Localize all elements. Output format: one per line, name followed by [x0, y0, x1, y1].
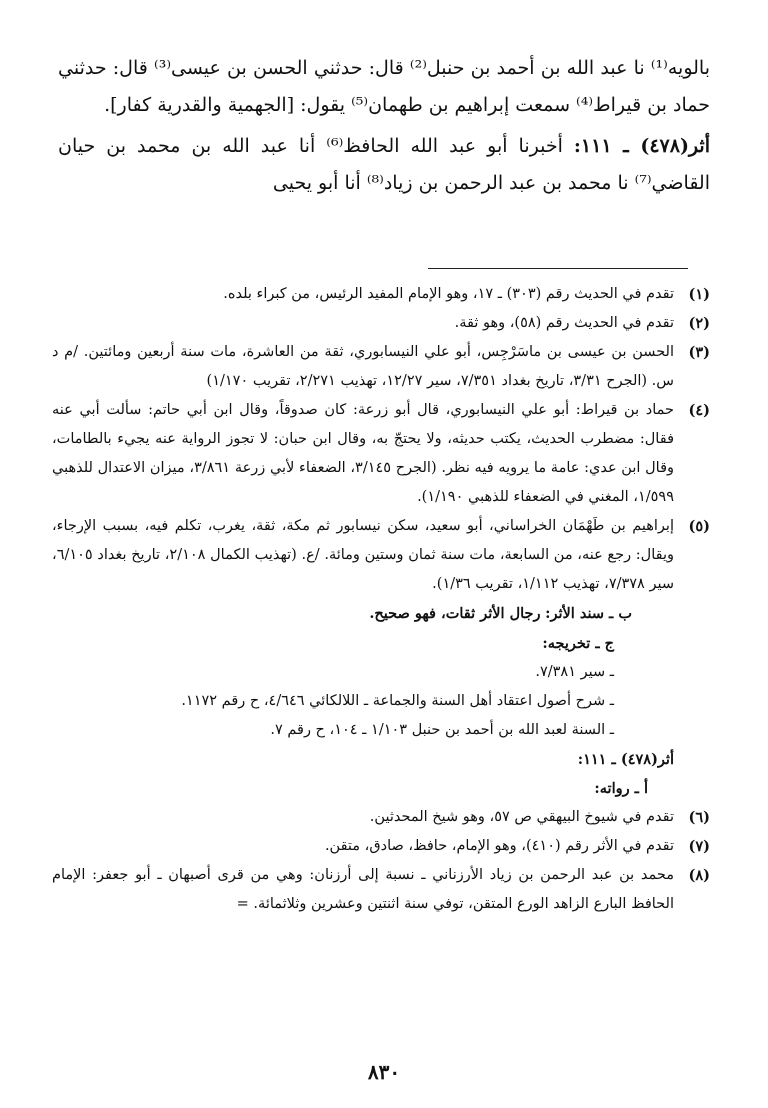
footnote-number: (١) — [688, 286, 710, 303]
footnote-7 — [52, 832, 710, 861]
main-paragraph-2 — [58, 128, 710, 202]
takhrij-label: ج ـ تخريجه: — [542, 635, 614, 652]
footnote-text: حماد بن قيراط: أبو علي النيسابوري، قال أبو زرعة: كان صدوقاً، وقال ابن أبي حاتم: سألت أبي عنه فقال: مضطرب الحديث، يكتب حديثه، ولا يحتجّ به، وقال ابن حبان: لا تجوز الرواية عنه يجيء بالطامات، وقال ابن عدي: عامة ما يرويه فيه نظر. (الجرح ٣/١٤٥، الضعفاء لأبي زرعة ٣/٨٦١، ميزان الاعتدال للذهبي ١/٥٩٩، المغني في الضعفاء للذهبي ١/١٩٠). — [52, 402, 675, 505]
footnote-text: إبراهيم بن طَهْمَان الخراساني، أبو سعيد، سكن نيسابور ثم مكة، ثقة، يغرب، تكلم فيه، بسبب الإرجاء، ويقال: رجع عنه، من السابعة، مات سنة ثمان وستين ومائة. /ع. (تهذيب الكمال ٢/١٠٨، تاريخ بغداد ٦/١٠٥، سير ٧/٣٧٨، تهذيب ١/١١٢، تقريب ١/٣٦). — [52, 518, 674, 592]
takhrij-item-3: ـ السنة لعبد الله بن أحمد بن حنبل ١/١٠٣ ـ ١٠٤، ح رقم ٧. — [270, 722, 614, 738]
footnote-8 — [52, 861, 710, 919]
athar-heading: أثر(٤٧٨) ـ ١١١: — [577, 751, 674, 768]
footnote-number: (٤) — [688, 402, 710, 419]
sanad-text: رجال الأثر ثقات، فهو صحيح. — [369, 605, 541, 622]
footnote-2 — [52, 309, 710, 338]
athar-label: أثر(٤٧٨) ـ ١١١: — [573, 135, 710, 157]
footnote-text: تقدم في الحديث رقم (٣٠٣) ـ ١٧، وهو الإمام المفيد الرئيس، من كبراء بلده. — [223, 286, 674, 302]
footnote-text: محمد بن عبد الرحمن بن زياد الأرزناني ـ نسبة إلى أرزنان: وهي من قرى أصبهان ـ أبو جعفر: الإمام الحافظ البارع الزاهد الورع المتقن، توفي سنة اثنتين وعشرين وثلاثمائة. = — [52, 867, 674, 912]
footnotes — [52, 280, 710, 919]
footnote-text: تقدم في الأثر رقم (٤١٠)، وهو الإمام، حافظ، صادق، متقن. — [324, 838, 674, 854]
footnote-number: (٣) — [688, 344, 710, 361]
ruwat-label: أ ـ رواته: — [594, 780, 648, 797]
sanad-label: ب ـ سند الأثر: — [545, 605, 632, 622]
takhrij-item-2: ـ شرح أصول اعتقاد أهل السنة والجماعة ـ اللالكائي ٤/٦٤٦، ح رقم ١١٧٢. — [181, 693, 614, 709]
main-paragraph-1: بالويه⁽¹⁾ نا عبد الله بن أحمد بن حنبل⁽²⁾ قال: حدثني الحسن بن عيسى⁽³⁾ قال: حدثني حماد بن قيراط⁽⁴⁾ سمعت إبراهيم بن طهمان⁽⁵⁾ يقول: [الجهمية والقدرية كفار]. — [58, 57, 710, 116]
main-text — [58, 50, 710, 202]
footnote-number: (٨) — [688, 867, 710, 884]
athar-text: أخبرنا أبو عبد الله الحافظ⁽⁶⁾ أنا عبد الله بن محمد بن حيان القاضي⁽⁷⁾ نا محمد بن عبد الرحمن بن زياد⁽⁸⁾ أنا أبو يحيى — [58, 135, 710, 194]
sanad-line — [52, 599, 710, 629]
footnote-4 — [52, 396, 710, 512]
footnote-number: (٧) — [688, 838, 710, 855]
takhrij-item-1: ـ سير ٧/٣٨١. — [535, 664, 614, 680]
footnote-number: (٦) — [688, 809, 710, 826]
page-number: ٨٣٠ — [367, 1060, 401, 1084]
footnote-number: (٢) — [688, 315, 710, 332]
footnote-text: تقدم في الحديث رقم (٥٨)، وهو ثقة. — [454, 315, 674, 331]
footnote-text: تقدم في شيوخ البيهقي ص ٥٧، وهو شيخ المحدثين. — [369, 809, 674, 825]
footnote-number: (٥) — [688, 518, 710, 535]
footnote-3 — [52, 338, 710, 396]
footnote-text: الحسن بن عيسى بن ماسَرْجِس، أبو علي النيسابوري، ثقة من العاشرة، مات سنة أربعين ومائتين. /م د س. (الجرح ٣/٣١، تاريخ بغداد ٧/٣٥١، سير ١٢/٢٧، تهذيب ٢/٢٧١، تقريب ١/١٧٠) — [52, 344, 674, 389]
footnote-6 — [52, 803, 710, 832]
footnote-5 — [52, 512, 710, 599]
footnote-separator — [428, 268, 688, 269]
footnote-1 — [52, 280, 710, 309]
